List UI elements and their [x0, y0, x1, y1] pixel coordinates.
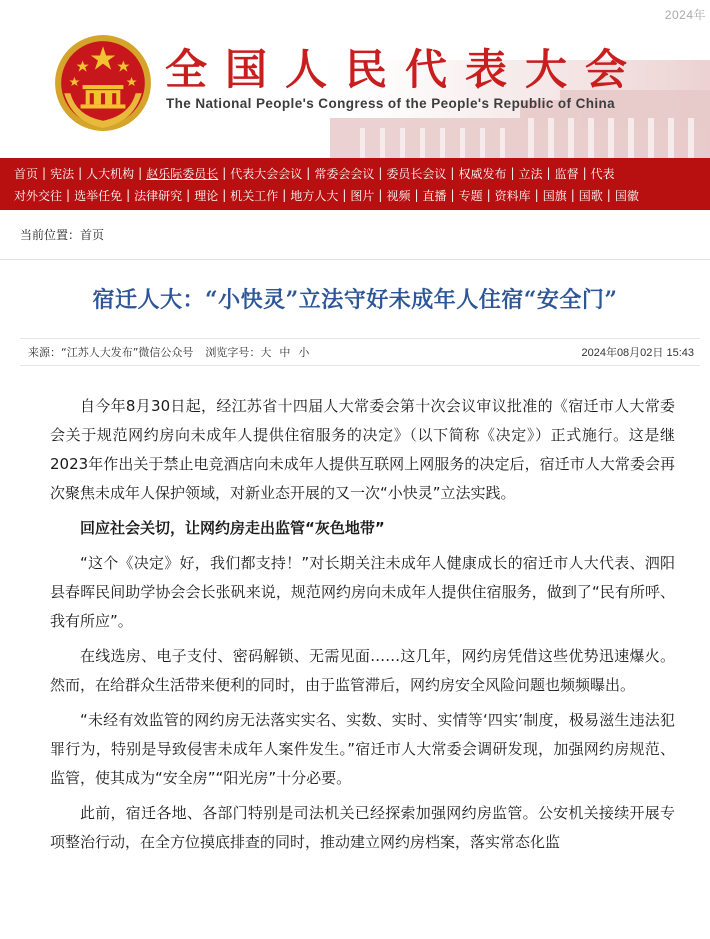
section-subheading: 回应社会关切，让网约房走出监管“灰色地带”	[80, 519, 385, 537]
nav-item-theory[interactable]: 理论	[194, 188, 219, 203]
breadcrumb	[0, 210, 710, 260]
nav-item-elections[interactable]: 选举任免	[74, 188, 123, 203]
paragraph: “这个《决定》好，我们都支持！”对长期关注未成年人健康成长的宿迁市人大代表、泗阳县春晖民间助学协会会长张矾来说，规范网约房向未成年人提供住宿服务，做到了“民有所呼、我有所应”。	[50, 554, 675, 630]
article-title: 宿迁人大：“小快灵”立法守好未成年人住宿“安全门”	[92, 287, 618, 313]
nav-item-congress-sessions[interactable]: 代表大会会议	[230, 166, 303, 181]
nav-row-1: 首页 | 宪法 | 人大机构 | 赵乐际委员长 | 代表大会会议 | 常委会会议 | 委员长会议 | 权威发布 | 立法 | 监督 | 代表	[14, 166, 615, 181]
nav-item-deputies[interactable]: 代表	[590, 166, 615, 181]
publish-date: 2024年08月02日 15:43	[581, 347, 694, 359]
article-meta	[20, 338, 700, 366]
nav-item-standing-committee-sessions[interactable]: 常委会会议	[314, 166, 375, 181]
nav-item-pictures[interactable]: 图片	[350, 188, 375, 203]
nav-item-national-flag[interactable]: 国旗	[542, 188, 567, 203]
nav-item-topics[interactable]: 专题	[458, 188, 483, 203]
nav-item-supervision[interactable]: 监督	[554, 166, 579, 181]
nav-item-legal-research[interactable]: 法律研究	[134, 188, 183, 203]
nav-item-constitution[interactable]: 宪法	[50, 166, 75, 181]
font-size-large-button[interactable]: 大	[260, 346, 272, 359]
site-header	[0, 0, 710, 158]
paragraph: 在线选房、电子支付、密码解锁、无需见面……这几年，网约房凭借这些优势迅速爆火。然而，在给群众生活带来便利的同时，由于监管滞后，网约房安全风险问题也频频曝出。	[50, 647, 675, 694]
paragraph: 此前，宿迁各地、各部门特别是司法机关已经探索加强网约房监管。公安机关接续开展专项整治行动，在全方位摸底排查的同时，推动建立网约房档案，落实常态化监	[50, 804, 675, 851]
nav-item-local-congress[interactable]: 地方人大	[290, 188, 339, 203]
nav-item-national-anthem[interactable]: 国歌	[578, 188, 603, 203]
year-watermark: 2024年	[664, 8, 706, 22]
breadcrumb-label: 当前位置：	[20, 228, 81, 242]
nav-item-home[interactable]: 首页	[14, 166, 39, 181]
nav-item-chairman[interactable]: 赵乐际委员长	[146, 166, 219, 181]
nav-row-2: 对外交往 | 选举任免 | 法律研究 | 理论 | 机关工作 | 地方人大 | 图片 | 视频 | 直播 | 专题 | 资料库 | 国旗 | 国歌 | 国徽	[14, 188, 639, 203]
font-size-medium-button[interactable]: 中	[279, 346, 291, 359]
font-size-label: 浏览字号：	[205, 346, 261, 359]
paragraph: 自今年8月30日起，经江苏省十四届人大常委会第十次会议审议批准的《宿迁市人大常委会关于规范网约房向未成年人提供住宿服务的决定》（以下简称《决定》）正式施行。这是继2023年作出关于禁止电竞酒店向未成年人提供互联网上网服务的决定后，宿迁市人大常委会再次聚焦未成年人保护领域，对新业态开展的又一次“小快灵”立法实践。	[50, 397, 675, 502]
breadcrumb-home-link[interactable]: 首页	[80, 228, 105, 242]
nav-item-national-emblem[interactable]: 国徽	[614, 188, 639, 203]
nav-item-npc-organs[interactable]: 人大机构	[86, 166, 135, 181]
article-body	[50, 392, 675, 863]
source-label: 来源：	[28, 346, 61, 359]
font-size-small-button[interactable]: 小	[298, 346, 310, 359]
nav-item-chairmen-council[interactable]: 委员长会议	[386, 166, 447, 181]
main-navigation	[0, 158, 710, 210]
nav-item-database[interactable]: 资料库	[494, 188, 531, 203]
nav-item-office-work[interactable]: 机关工作	[230, 188, 279, 203]
site-title-en: The National People's Congress of the People's Republic of China	[166, 96, 616, 111]
site-title-cn[interactable]: 全国人民代表大会	[165, 45, 646, 94]
paragraph: “未经有效监管的网约房无法落实实名、实数、实时、实情等‘四实’制度，极易滋生违法犯罪行为，特别是导致侵害未成年人案件发生。”宿迁市人大常委会调研发现，加强网约房规范、监管，使其成为“安全房”“阳光房”十分必要。	[50, 711, 675, 787]
nav-item-official-release[interactable]: 权威发布	[458, 166, 507, 181]
source-name: “江苏人大发布”微信公众号	[61, 346, 194, 359]
nav-item-live[interactable]: 直播	[422, 188, 447, 203]
nav-item-foreign-exchanges[interactable]: 对外交往	[14, 188, 63, 203]
national-emblem-icon	[52, 32, 154, 134]
nav-item-legislation[interactable]: 立法	[518, 166, 543, 181]
nav-item-video[interactable]: 视频	[386, 188, 411, 203]
